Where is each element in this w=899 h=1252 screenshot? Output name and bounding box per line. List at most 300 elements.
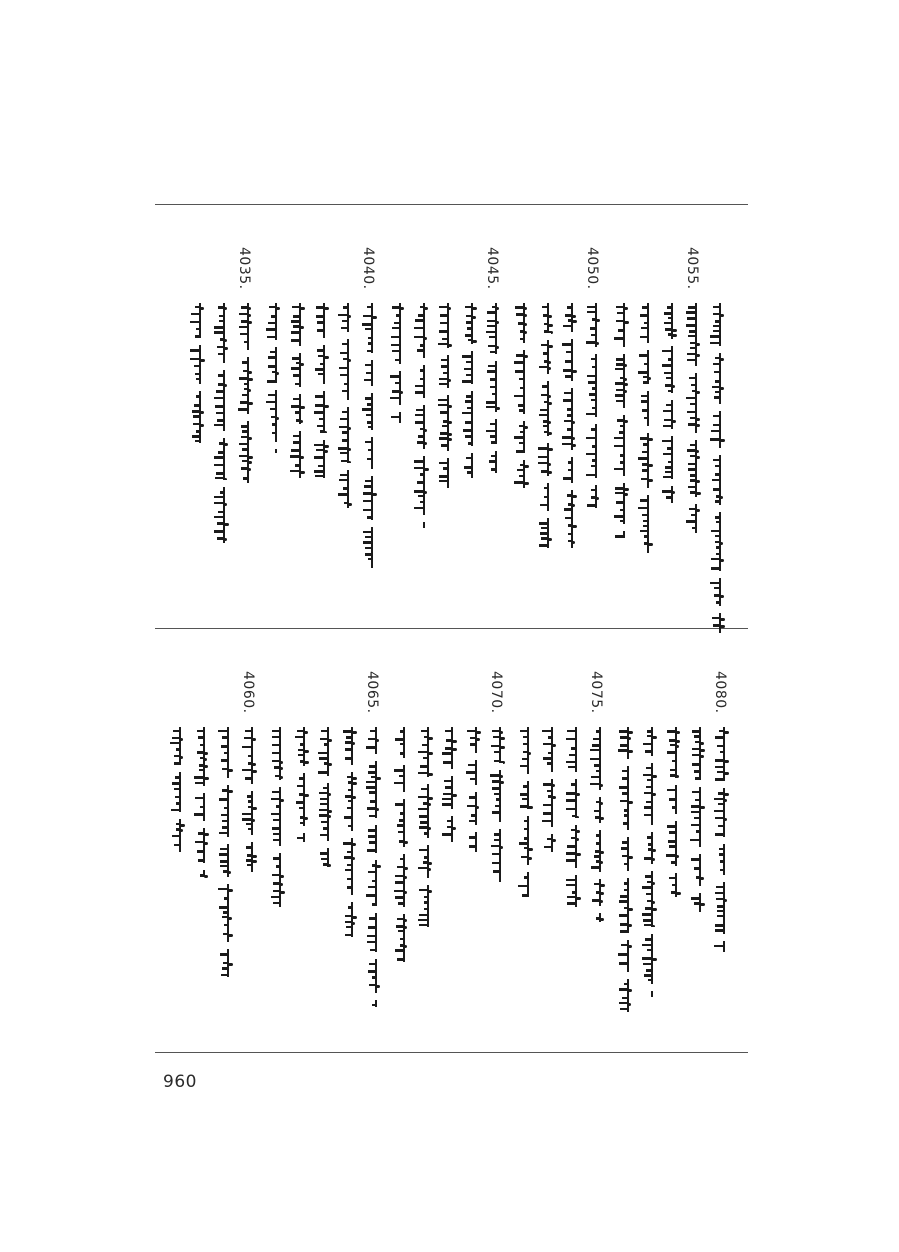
script-glyph <box>542 385 548 388</box>
script-glyph <box>494 751 500 753</box>
script-glyph <box>686 520 696 523</box>
script-glyph <box>646 786 652 788</box>
script-glyph <box>563 325 572 327</box>
script-glyph <box>448 421 452 424</box>
script-glyph <box>616 400 624 402</box>
script-glyph <box>490 435 496 438</box>
script-glyph <box>328 864 331 867</box>
word-gap <box>569 381 575 388</box>
script-glyph <box>663 410 672 412</box>
word-gap <box>373 853 379 860</box>
script-glyph <box>496 307 499 310</box>
script-glyph <box>628 989 632 992</box>
script-glyph <box>615 535 624 538</box>
script-glyph <box>293 374 300 377</box>
script-glyph <box>524 323 527 326</box>
script-glyph <box>720 625 725 628</box>
script-glyph <box>391 344 400 346</box>
script-glyph <box>686 311 696 314</box>
script-glyph <box>644 857 652 860</box>
script-glyph <box>195 440 200 442</box>
script-glyph <box>418 435 424 438</box>
script-glyph <box>714 945 724 947</box>
word-gap <box>497 822 503 829</box>
script-glyph <box>392 390 400 393</box>
script-glyph <box>400 743 404 745</box>
script-glyph <box>566 799 576 802</box>
word-gap <box>369 353 375 360</box>
script-glyph <box>193 415 200 418</box>
script-glyph <box>369 984 376 986</box>
script-glyph <box>315 475 324 477</box>
page-number: 960 <box>163 1072 197 1092</box>
script-glyph <box>440 411 448 414</box>
script-glyph <box>568 461 572 464</box>
script-glyph <box>716 546 720 549</box>
word-gap <box>521 414 527 421</box>
script-glyph <box>368 871 376 873</box>
script-glyph <box>596 497 599 500</box>
word-gap <box>369 430 375 437</box>
script-glyph <box>548 395 551 398</box>
script-glyph <box>280 767 283 770</box>
script-glyph <box>696 424 700 427</box>
script-glyph <box>376 985 380 988</box>
script-glyph <box>348 825 352 827</box>
word-gap <box>221 480 227 487</box>
script-glyph <box>352 796 356 799</box>
script-glyph <box>194 365 200 367</box>
script-glyph <box>316 306 324 309</box>
script-glyph <box>591 428 596 431</box>
script-glyph <box>600 817 604 820</box>
script-glyph <box>594 810 600 812</box>
verse-number: 4050. <box>584 247 600 290</box>
script-glyph <box>568 766 576 768</box>
script-glyph <box>544 496 548 498</box>
script-glyph <box>640 336 648 338</box>
script-glyph <box>248 755 252 757</box>
script-glyph <box>619 1002 628 1004</box>
script-glyph <box>641 478 648 480</box>
script-glyph <box>696 830 700 833</box>
script-glyph <box>440 314 448 317</box>
script-glyph <box>448 433 452 436</box>
script-glyph <box>438 404 448 406</box>
script-glyph <box>399 775 404 777</box>
script-glyph <box>292 306 300 308</box>
script-glyph <box>567 428 572 431</box>
script-glyph <box>200 411 204 414</box>
script-glyph <box>652 793 656 796</box>
script-glyph <box>514 361 524 364</box>
script-glyph <box>614 445 624 447</box>
script-glyph <box>548 345 553 348</box>
script-glyph <box>543 804 552 806</box>
mongolian-script-line <box>167 727 185 852</box>
script-glyph <box>645 938 652 941</box>
script-glyph <box>469 836 476 839</box>
script-glyph <box>367 350 372 352</box>
script-glyph <box>652 849 656 852</box>
script-glyph <box>369 963 376 965</box>
script-glyph <box>328 810 332 813</box>
script-glyph <box>214 331 224 334</box>
script-glyph <box>321 821 328 823</box>
script-glyph <box>366 414 372 416</box>
script-glyph <box>341 460 348 462</box>
script-glyph <box>686 397 696 399</box>
script-glyph <box>566 852 576 855</box>
script-glyph <box>586 453 596 455</box>
script-glyph <box>222 820 228 822</box>
script-glyph <box>600 884 605 887</box>
script-glyph <box>204 833 209 836</box>
script-glyph <box>319 809 328 811</box>
script-glyph <box>273 819 280 821</box>
word-gap <box>649 984 655 991</box>
script-glyph <box>370 730 376 732</box>
script-glyph <box>404 945 407 948</box>
script-glyph <box>397 866 404 868</box>
word-gap <box>445 388 451 395</box>
script-glyph <box>539 522 548 525</box>
word-gap <box>369 386 375 393</box>
script-glyph <box>414 507 424 509</box>
mongolian-script-line <box>483 303 501 473</box>
script-glyph <box>217 346 224 348</box>
script-glyph <box>439 306 448 308</box>
script-glyph <box>222 826 228 829</box>
script-glyph <box>619 730 628 733</box>
script-glyph <box>218 730 228 732</box>
script-glyph <box>347 851 352 853</box>
script-glyph <box>568 533 572 535</box>
script-glyph <box>543 783 552 786</box>
script-glyph <box>428 773 433 776</box>
script-glyph <box>319 792 328 794</box>
word-gap <box>225 942 231 949</box>
script-glyph <box>290 455 300 458</box>
script-glyph <box>366 372 372 374</box>
script-glyph <box>376 739 379 742</box>
script-glyph <box>572 370 577 373</box>
script-glyph <box>514 481 524 484</box>
script-glyph <box>465 306 472 308</box>
word-gap <box>397 364 403 371</box>
script-glyph <box>648 377 651 380</box>
script-glyph <box>365 480 372 482</box>
script-glyph <box>712 479 720 481</box>
mongolian-script-line <box>459 303 477 478</box>
script-glyph <box>624 488 629 491</box>
script-glyph <box>618 749 628 752</box>
word-gap <box>721 875 727 882</box>
script-glyph <box>196 395 200 398</box>
script-glyph <box>548 432 552 435</box>
script-glyph <box>669 845 676 848</box>
script-glyph <box>538 462 548 464</box>
script-glyph <box>245 777 252 780</box>
script-glyph <box>466 361 472 363</box>
script-glyph <box>642 957 652 960</box>
script-glyph <box>172 782 180 785</box>
script-glyph <box>344 816 352 819</box>
script-glyph <box>366 786 376 789</box>
script-glyph <box>717 745 724 747</box>
word-gap <box>373 754 379 761</box>
script-glyph <box>248 828 252 830</box>
script-glyph <box>572 320 577 323</box>
script-glyph <box>190 358 200 360</box>
script-glyph <box>346 926 352 928</box>
script-glyph <box>271 315 276 318</box>
script-glyph <box>395 896 404 899</box>
script-glyph <box>572 525 577 528</box>
script-glyph <box>347 864 352 866</box>
script-glyph <box>176 748 180 751</box>
script-glyph <box>715 516 720 519</box>
word-gap <box>497 763 503 770</box>
script-glyph <box>642 469 648 472</box>
mongolian-script-line <box>411 303 429 528</box>
script-glyph <box>567 896 576 898</box>
script-glyph <box>368 835 376 838</box>
script-glyph <box>252 860 257 863</box>
script-glyph <box>500 775 503 778</box>
script-glyph <box>344 856 352 859</box>
script-glyph <box>343 487 348 490</box>
script-glyph <box>314 456 324 459</box>
script-glyph <box>319 814 328 817</box>
script-glyph <box>715 833 724 836</box>
script-glyph <box>469 796 476 799</box>
script-glyph <box>596 842 600 845</box>
script-glyph <box>420 344 424 347</box>
script-glyph <box>439 378 448 380</box>
script-glyph <box>652 908 657 911</box>
script-glyph <box>398 930 404 932</box>
script-glyph <box>541 394 548 396</box>
script-glyph <box>420 378 424 380</box>
script-glyph <box>519 378 524 380</box>
script-glyph <box>486 401 496 404</box>
script-glyph <box>372 316 377 319</box>
script-glyph <box>600 900 603 903</box>
script-glyph <box>572 444 576 447</box>
word-gap <box>397 405 403 412</box>
script-glyph <box>548 538 552 541</box>
script-glyph <box>621 847 628 850</box>
script-glyph <box>340 452 348 454</box>
script-glyph <box>218 353 224 355</box>
script-glyph <box>645 750 652 753</box>
script-glyph <box>415 414 424 416</box>
mongolian-script-line <box>563 727 581 907</box>
mongolian-script-line <box>235 303 253 483</box>
mongolian-script-line <box>687 727 705 912</box>
word-gap <box>697 780 703 787</box>
script-glyph <box>376 777 381 780</box>
script-glyph <box>540 409 548 411</box>
script-glyph <box>297 730 304 732</box>
script-glyph <box>591 358 596 360</box>
script-glyph <box>248 314 251 317</box>
script-glyph <box>352 742 355 745</box>
script-glyph <box>300 307 305 310</box>
script-glyph <box>224 752 228 754</box>
script-glyph <box>600 851 604 854</box>
script-glyph <box>367 403 372 406</box>
script-glyph <box>372 976 376 979</box>
script-glyph <box>443 467 448 470</box>
script-glyph <box>711 567 720 570</box>
script-glyph <box>619 786 628 789</box>
script-glyph <box>524 482 529 485</box>
script-glyph <box>514 395 524 397</box>
script-glyph <box>548 421 551 424</box>
verse-number: 4065. <box>364 671 380 714</box>
script-glyph <box>676 731 680 734</box>
script-glyph <box>195 782 204 784</box>
script-glyph <box>273 833 280 835</box>
script-glyph <box>352 922 355 925</box>
script-glyph <box>219 853 228 856</box>
script-glyph <box>565 360 572 363</box>
script-glyph <box>476 806 479 809</box>
word-gap <box>225 877 231 884</box>
script-glyph <box>220 865 228 867</box>
script-glyph <box>642 944 652 946</box>
word-gap <box>321 433 327 440</box>
script-glyph <box>662 364 672 367</box>
word-gap <box>625 830 631 837</box>
word-gap <box>493 444 499 451</box>
script-glyph <box>711 430 720 432</box>
script-glyph <box>715 929 724 932</box>
script-glyph <box>367 458 372 460</box>
word-gap <box>345 463 351 470</box>
script-glyph <box>395 881 404 884</box>
word-gap <box>717 346 723 353</box>
script-glyph <box>224 807 228 809</box>
script-glyph <box>443 372 448 374</box>
script-glyph <box>467 407 472 409</box>
script-glyph <box>714 371 720 373</box>
script-glyph <box>620 461 624 464</box>
script-glyph <box>404 841 408 844</box>
script-glyph <box>200 744 204 746</box>
script-glyph <box>692 527 696 529</box>
script-glyph <box>614 515 624 518</box>
script-glyph <box>448 438 452 441</box>
script-glyph <box>642 451 648 453</box>
script-glyph <box>591 465 596 467</box>
script-glyph <box>624 814 628 817</box>
script-glyph <box>696 509 700 512</box>
script-glyph <box>443 761 452 764</box>
script-glyph <box>586 341 596 344</box>
script-glyph <box>363 315 372 317</box>
script-glyph <box>414 336 424 338</box>
script-glyph <box>293 315 300 318</box>
script-glyph <box>424 442 427 445</box>
script-glyph <box>224 523 229 526</box>
script-glyph <box>624 307 628 310</box>
script-glyph <box>586 474 596 476</box>
script-glyph <box>317 349 324 352</box>
script-glyph <box>690 444 696 446</box>
script-glyph <box>347 878 352 880</box>
word-gap <box>297 424 303 431</box>
script-glyph <box>439 475 448 478</box>
script-glyph <box>563 369 572 372</box>
script-glyph <box>667 825 676 828</box>
script-glyph <box>620 454 624 457</box>
script-glyph <box>340 474 348 476</box>
script-glyph <box>363 531 372 533</box>
script-glyph <box>400 307 404 310</box>
script-glyph <box>514 436 524 439</box>
script-glyph <box>323 787 328 789</box>
word-gap <box>649 927 655 934</box>
word-gap <box>425 777 431 784</box>
script-glyph <box>340 418 348 420</box>
script-glyph <box>297 837 304 839</box>
script-glyph <box>492 787 500 790</box>
script-glyph <box>471 814 476 817</box>
script-glyph <box>317 425 324 427</box>
script-glyph <box>441 359 448 361</box>
script-glyph <box>587 306 596 308</box>
script-glyph <box>696 480 700 483</box>
script-glyph <box>195 373 200 375</box>
script-glyph <box>517 469 524 471</box>
script-glyph <box>494 839 500 841</box>
script-glyph <box>615 382 624 385</box>
script-glyph <box>692 791 700 793</box>
script-spine <box>571 303 573 548</box>
script-glyph <box>438 343 448 345</box>
script-glyph <box>469 845 476 848</box>
script-glyph <box>590 758 600 760</box>
script-glyph <box>216 412 224 414</box>
mongolian-script-line <box>391 727 409 962</box>
mongolian-script-line <box>511 303 529 488</box>
script-glyph <box>345 915 352 917</box>
script-glyph <box>400 391 403 394</box>
script-glyph <box>569 754 576 756</box>
script-glyph <box>628 750 633 753</box>
word-gap <box>545 436 551 443</box>
script-glyph <box>600 784 603 787</box>
script-glyph <box>200 424 204 427</box>
script-glyph <box>616 363 624 366</box>
script-glyph <box>352 916 357 919</box>
script-glyph <box>500 846 503 849</box>
script-glyph <box>368 970 376 973</box>
script-glyph <box>321 858 328 860</box>
mongolian-script-line <box>191 727 209 877</box>
script-glyph <box>424 307 428 310</box>
script-glyph <box>196 328 200 330</box>
script-glyph <box>392 350 400 352</box>
script-glyph <box>215 477 224 479</box>
script-glyph <box>362 323 372 326</box>
script-glyph <box>576 793 580 796</box>
script-glyph <box>368 829 376 832</box>
script-glyph <box>715 892 724 894</box>
